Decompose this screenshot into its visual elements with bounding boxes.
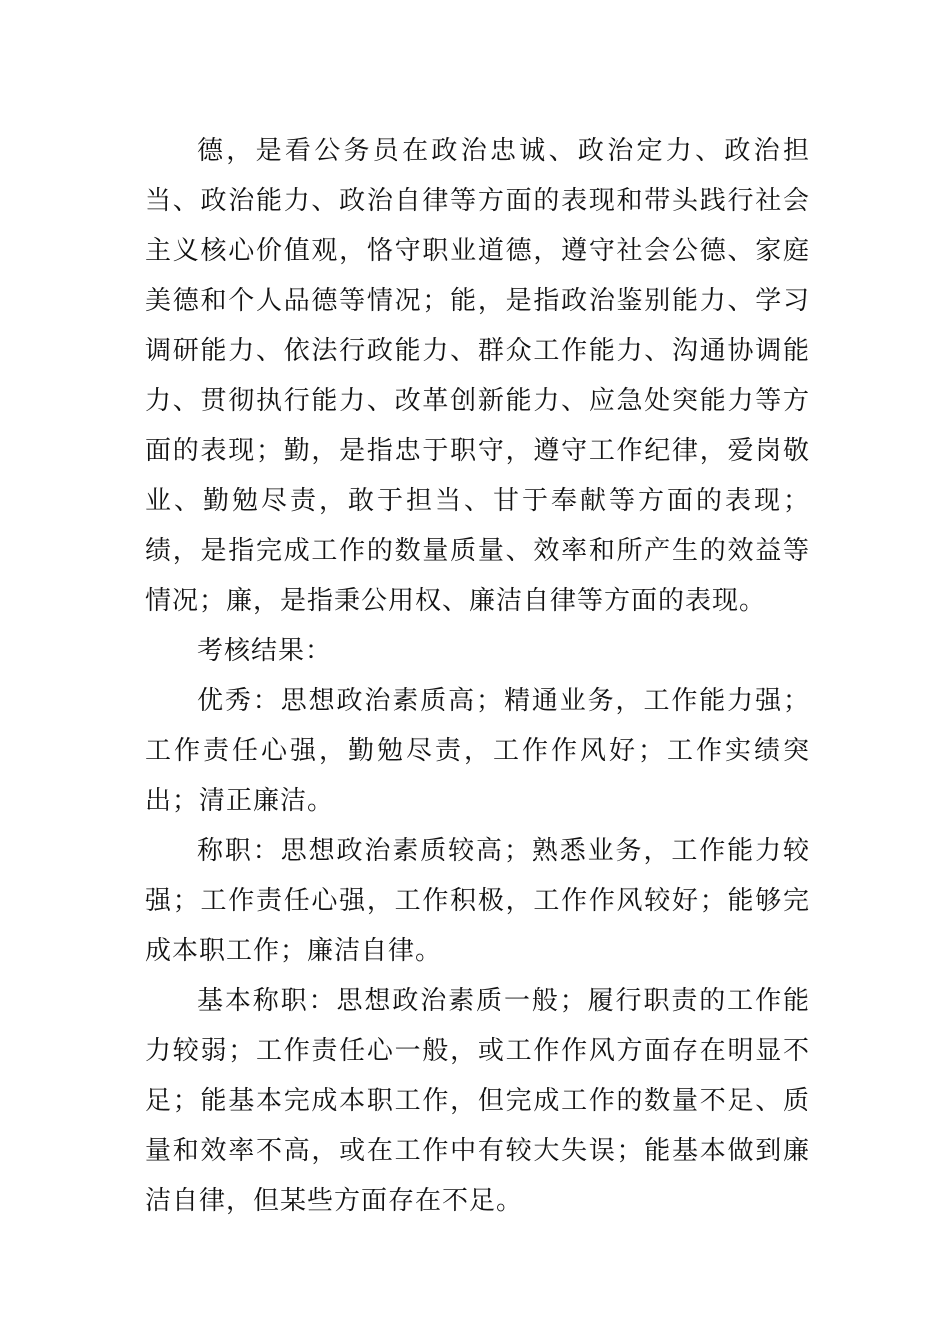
paragraph-excellent: 优秀：思想政治素质高；精通业务，工作能力强；工作责任心强，勤勉尽责，工作作风好；工作实绩突出；清正廉洁。 <box>145 686 810 816</box>
paragraph-competent: 称职：思想政治素质较高；熟悉业务，工作能力较强；工作责任心强，工作积极，工作作风较好；能够完成本职工作；廉洁自律。 <box>145 836 810 966</box>
paragraph-evaluation-criteria: 德，是看公务员在政治忠诚、政治定力、政治担当、政治能力、政治自律等方面的表现和带头践行社会主义核心价值观，恪守职业道德，遵守社会公德、家庭美德和个人品德等情况；能，是指政治鉴别能力、学习调研能力、依法行政能力、群众工作能力、沟通协调能力、贯彻执行能力、改革创新能力、应急处突能力等方面的表现；勤，是指忠于职守，遵守工作纪律，爱岗敬业、勤勉尽责，敢于担当、甘于奉献等方面的表现；绩，是指完成工作的数量质量、效率和所产生的效益等情况；廉，是指秉公用权、廉洁自律等方面的表现。 <box>145 136 810 616</box>
document-body <box>145 126 810 1226</box>
paragraph-results-heading: 考核结果： <box>197 636 333 666</box>
paragraph-basically-competent: 基本称职：思想政治素质一般；履行职责的工作能力较弱；工作责任心一般，或工作作风方面存在明显不足；能基本完成本职工作，但完成工作的数量不足、质量和效率不高，或在工作中有较大失误；能基本做到廉洁自律，但某些方面存在不足。 <box>145 986 810 1216</box>
